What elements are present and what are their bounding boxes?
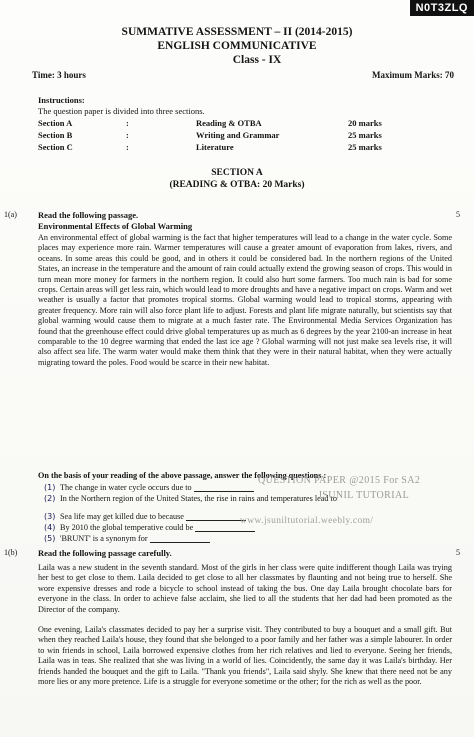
section-name: Section A — [38, 118, 73, 128]
document-code-tag: N0T3ZLQ — [410, 0, 474, 16]
passage-global-warming: An environmental effect of global warming is the fact that higher temperatures will lead to a change in the water cycle. Some places may experience more rain. Warmer temperatures will cause a greater amount of evaporation from lakes, rivers, and oceans. In some areas this could be good, and in others it could be considered bad. In the northern regions of the United States, an increase in the temperature and the amount of rain could actually extend the growing season of crops. This would in turn mean more money for farmers in the northern region. It could also hurt some farmers. Too much rain is bad for some crops. Certain areas will get less rain, which would lead to more droughts and have a negative impact on crops. Warm and wet weather is usually a factor that promotes tropical storms. Global warming would lead to tropical storms, appearing with greater frequency. More rain will also force plant life to adjust. Forests and plant life migrate naturally, but scientists say that global warming would cause them to migrate at a much faster rate. The Environmental Media Services Organization has found that the greenhouse effect could drive global temperatures up as much as 6 degrees by the year 2100-an increase in heat comparable to the 10 degree warming that ended the last ice age ? Global warming will not just make sea levels rise, it will also affect sea life. The warm water would make them think that they were in their natural habitat, when they were actually migrating toward the poles. Food would be scarce in their new habitat. — [38, 233, 452, 367]
section-topic: Literature — [196, 142, 234, 152]
subquestion-number: (1) — [44, 483, 56, 492]
section-colon: : — [126, 130, 129, 140]
time-allowed: Time: 3 hours — [32, 70, 86, 80]
answer-blank[interactable] — [186, 512, 246, 521]
section-row-a — [38, 118, 438, 130]
subquestion-text: 'BRUNT' is a synonym for — [60, 534, 148, 543]
section-marks: 20 marks — [348, 118, 382, 128]
instructions-text: The question paper is divided into three sections. — [38, 106, 205, 116]
section-a-subheading: (READING & OTBA: 20 Marks) — [169, 180, 305, 190]
subquestion-number: (4) — [44, 523, 56, 532]
section-row-b — [38, 130, 438, 142]
maximum-marks: Maximum Marks: 70 — [372, 70, 454, 80]
subquestion-number: (3) — [44, 512, 56, 521]
section-name: Section C — [38, 142, 73, 152]
section-row-c — [38, 142, 438, 154]
question-marks-1b: 5 — [456, 548, 460, 557]
section-marks: 25 marks — [348, 142, 382, 152]
passage-title: Environmental Effects of Global Warming — [38, 221, 193, 231]
question-number-1b: 1(b) — [4, 548, 18, 557]
section-colon: : — [126, 142, 129, 152]
section-a-heading: SECTION A — [211, 168, 263, 178]
watermark-line-2: JSUNIL TUTORIAL — [318, 490, 410, 501]
question-instruction-1b: Read the following passage carefully. — [38, 548, 172, 558]
question-prompt: On the basis of your reading of the above passage, answer the following questions : — [38, 471, 327, 480]
answer-blank[interactable] — [150, 534, 210, 543]
instructions-heading: Instructions: — [38, 95, 85, 105]
subquestion-text: Sea life may get killed due to because — [60, 512, 184, 521]
subquestion-number: (2) — [44, 494, 56, 503]
passage-laila-para-2: One evening, Laila's classmates decided to pay her a surprise visit. They contributed to buy a bouquet and a small gift. But when they reached Laila's house, they found that she belonged to a poor family and her father was a simple labourer. In order to win friends in school, Laila borrowed expensive clothes from her rich relatives and lied to everyone. Seeing her friends, Laila was in teas. She realized that she was living in a world of lies. Coincidently, the same day it was Laila's birthday. Her friends handed the bouquet and the gift to Laila. "Thank you friends", Laila said shyly. She knew that there need not be any more lies or any more pretence. Life is a struggle for everyone sometime or the other; for the rich as well as the poor. — [38, 625, 452, 687]
subquestion-number: (5) — [44, 534, 56, 543]
answer-blank[interactable] — [194, 483, 254, 492]
subquestion-text: By 2010 the global temperative could be — [60, 523, 194, 532]
watermark-line-1: QUESTION PAPER @2015 For SA2 — [258, 475, 421, 486]
class-title: Class - IX — [232, 54, 282, 66]
subquestion-5 — [38, 534, 458, 545]
subquestion-text: In the Northern region of the United States, the rise in rains and temperatures lead to — [60, 494, 337, 503]
passage-laila-para-1: Laila was a new student in the seventh standard. Most of the girls in her class were quite indifferent though Laila was trying her best to get close to them. Laila decided to get close to all her classmates by flaunting and not being true to herself. She wore expensive dresses and rode a bicycle to school instead of taking the bus. One day Laila brought chocolate bars for everyone in the class. In order to achieve false acclaim, she lied to all the students that her dad had been promoted as the Director of the company. — [38, 563, 452, 614]
section-marks: 25 marks — [348, 130, 382, 140]
subquestion-text: The change in water cycle occurs due to — [60, 483, 192, 492]
question-instruction-1a: Read the following passage. — [38, 210, 139, 220]
section-name: Section B — [38, 130, 73, 140]
subject-title: ENGLISH COMMUNICATIVE — [157, 40, 317, 52]
exam-title: SUMMATIVE ASSESSMENT – II (2014-2015) — [121, 26, 353, 38]
section-colon: : — [126, 118, 129, 128]
section-topic: Writing and Grammar — [196, 130, 280, 140]
question-marks-1a: 5 — [456, 210, 460, 219]
section-topic: Reading & OTBA — [196, 118, 262, 128]
watermark-url: www.jsuniltutorial.weebly.com/ — [240, 516, 374, 526]
question-number-1a: 1(a) — [4, 210, 17, 219]
